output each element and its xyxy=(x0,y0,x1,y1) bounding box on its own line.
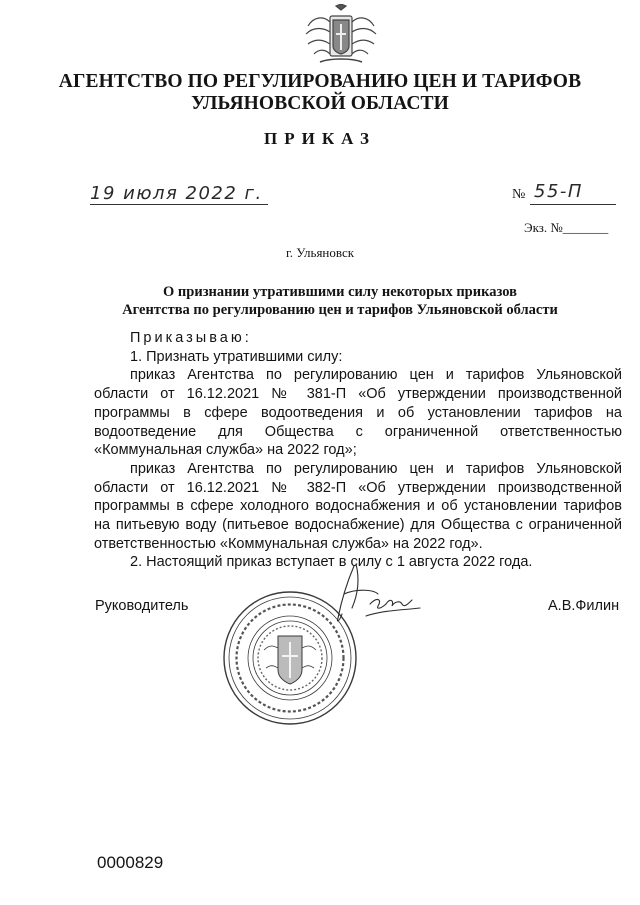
copy-number-label: Экз. №_______ xyxy=(524,220,609,235)
document-title-line2: Агентства по регулированию цен и тарифов Ульяновской области xyxy=(122,302,558,318)
signatory-position: Руководитель xyxy=(95,598,189,614)
document-body xyxy=(94,329,622,572)
document-number: 55-П xyxy=(534,181,583,202)
number-prefix: № xyxy=(512,187,526,202)
item1-paragraph2: приказ Агентства по регулированию цен и тарифов Ульяновской области от 16.12.2021 № 382-П «Об утверждении производственной программы в сфере холодного водоснабжения и об установлении тарифов на питьевую воду (питьевое водоснабжение) для Общества с ограниченной ответственностью «Коммунальная служба» на 2022 год». xyxy=(94,460,622,552)
number-underline xyxy=(530,204,616,205)
order-word: Приказываю: xyxy=(130,330,252,346)
item2: 2. Настоящий приказ вступает в силу с 1 августа 2022 года. xyxy=(130,554,533,571)
document-title-line1: О признании утратившими силу некоторых приказов xyxy=(163,284,517,300)
item1-heading: 1. Признать утратившими силу: xyxy=(130,348,343,365)
footer-serial-number: 0000829 xyxy=(97,853,164,872)
document-date: 19 июля 2022 г. xyxy=(90,183,263,204)
agency-name-line1: АГЕНТСТВО ПО РЕГУЛИРОВАНИЮ ЦЕН И ТАРИФОВ xyxy=(58,71,582,92)
agency-name-line2: УЛЬЯНОВСКОЙ ОБЛАСТИ xyxy=(191,93,449,114)
handwritten-signature-icon xyxy=(308,560,448,630)
date-underline xyxy=(90,204,268,205)
coat-of-arms-icon xyxy=(300,4,382,68)
signatory-name: А.В.Филин xyxy=(548,598,620,614)
document-type: ПРИКАЗ xyxy=(264,129,376,148)
item1-paragraph1: приказ Агентства по регулированию цен и тарифов Ульяновской области от 16.12.2021 № 381-П «Об утверждении производственной программы в сфере водоотведения и об установлении тарифов на водоотведение для Общества с ограниченной ответственностью «Коммунальная служба» на 2022 год»; xyxy=(94,367,622,459)
city: г. Ульяновск xyxy=(285,245,355,260)
